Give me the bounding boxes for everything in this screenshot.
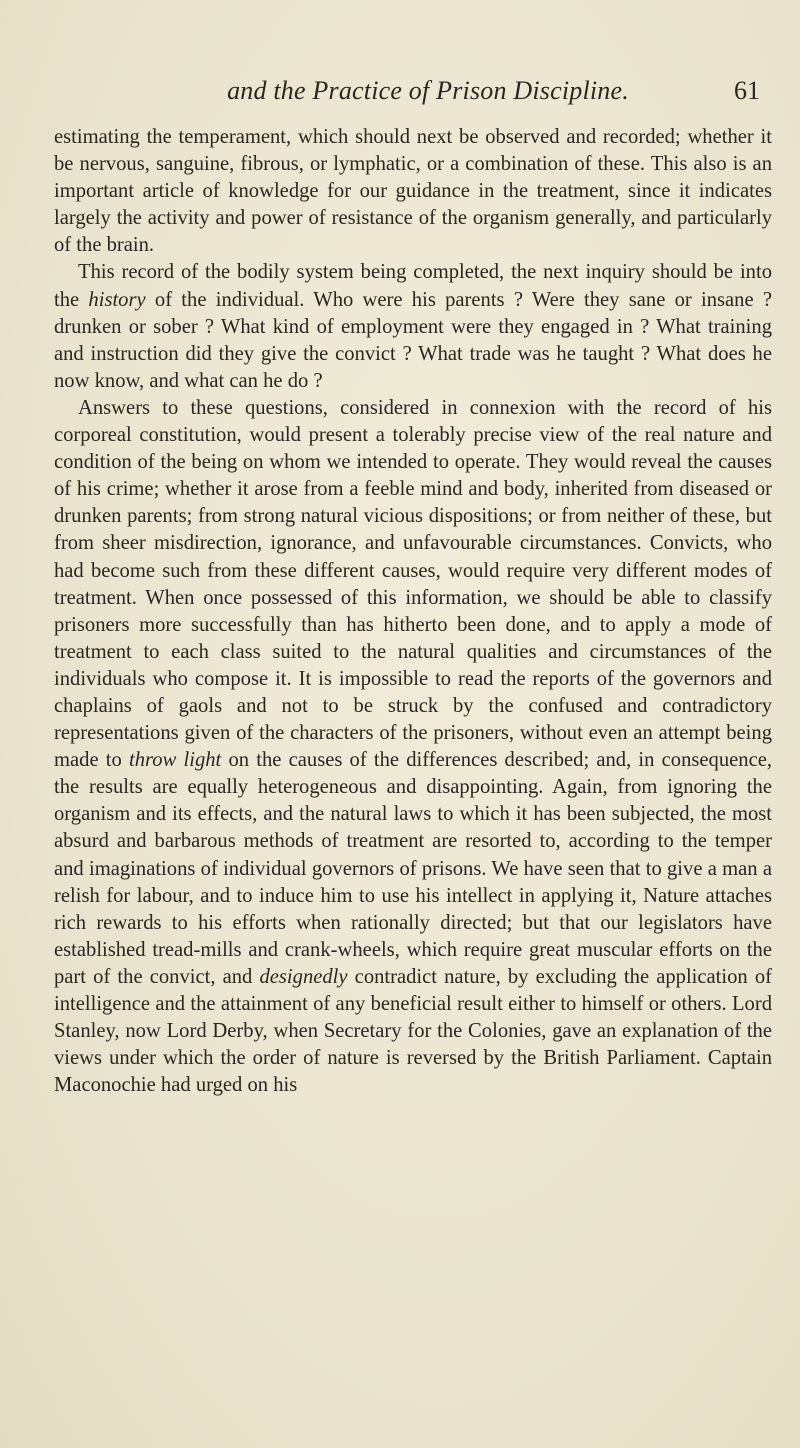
emphasis-text: history bbox=[88, 288, 146, 311]
paragraph bbox=[54, 124, 772, 259]
text-run: estimating the temperament, which should next be observed and recorded; whether it be nervous, sanguine, fibrous, or lymphatic, or a combination of these. This also is an important article of knowledge for our guidance in the treatment, since it indicates largely the activity and power of resistance of the organism generally, and particularly of the brain. bbox=[54, 126, 772, 257]
running-title: and the Practice of Prison Discipline. bbox=[227, 76, 629, 105]
text-run: This record of the bodily system being completed, the next inquiry should be into the bbox=[54, 261, 772, 311]
text-run: of the individual. Who were his parents ? Were they sane or insane ? drunken or sober ? What kind of employment were they engaged in ? What training and instruction did they give the convict ? What trade was he taught ? What does he now know, and what can he do ? bbox=[54, 288, 772, 392]
body-text bbox=[54, 124, 772, 1099]
text-run: contradict nature, by excluding the application of intelligence and the attainment of any beneficial result either to himself or others. Lord Stanley, now Lord Derby, when Secretary for the Colonies, gave an explanation of the views under which the order of nature is reversed by the British Parliament. Captain Maconochie had urged on his bbox=[54, 965, 772, 1097]
paragraph bbox=[54, 395, 772, 1099]
text-run: Answers to these questions, considered in connexion with the record of his corporeal constitution, would present a tolerably precise view of the real nature and condition of the being on whom we intended to operate. They would reveal the causes of his crime; whether it arose from a feeble mind and body, inherited from diseased or drunken parents; from strong natural vicious dispositions; or from neither of these, but from sheer misdirection, ignorance, and unfavourable circumstances. Convicts, who had become such from these different causes, would require very different modes of treatment. When once possessed of this information, we should be able to classify prisoners more successfully than has hitherto been done, and to apply a mode of treatment to each class suited to the natural qualities and circumstances of the individuals who compose it. It is impossible to read the reports of the governors and chaplains of gaols and not to be struck by the confused and contradictory representations given of the characters of the prisoners, without even an attempt being made to bbox=[54, 396, 772, 772]
emphasis-text: throw light bbox=[129, 749, 222, 772]
page-number: 61 bbox=[734, 76, 760, 105]
running-head bbox=[96, 74, 760, 108]
emphasis-text: designedly bbox=[259, 965, 348, 988]
text-run: on the causes of the differences described; and, in consequence, the results are equally heterogeneous and disappointing. Again, from ignoring the organism and its effects, and the natural laws to which it has been subjected, the most absurd and barbarous methods of treatment are resorted to, according to the temper and imaginations of individual governors of prisons. We have seen that to give a man a relish for labour, and to induce him to use his intellect in applying it, Nature attaches rich rewards to his efforts when rationally directed; but that our legislators have established tread-mills and crank-wheels, which require great muscular efforts on the part of the convict, and bbox=[54, 749, 772, 988]
paragraph bbox=[54, 259, 772, 394]
